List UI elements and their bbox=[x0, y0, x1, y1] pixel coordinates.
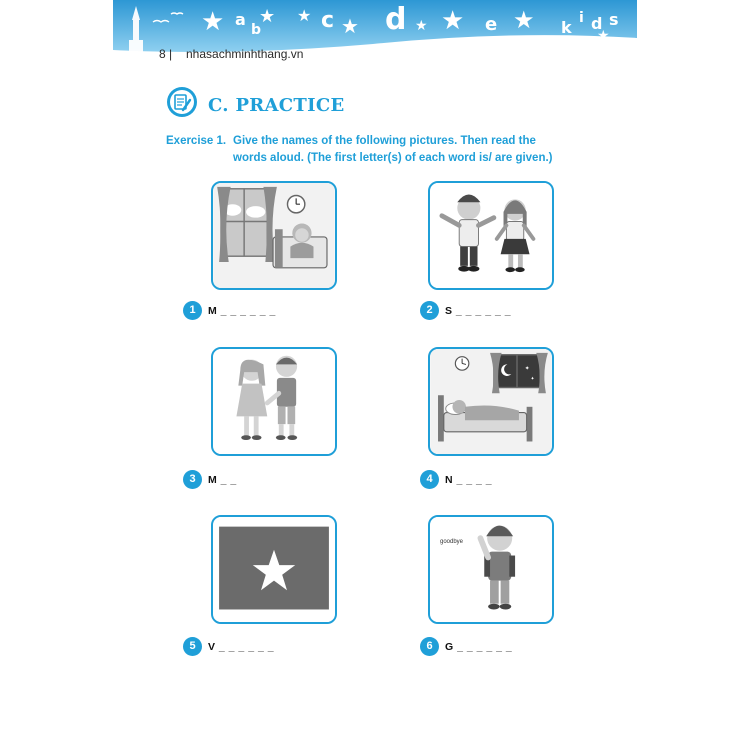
answer-blank[interactable]: M _ _ _ _ _ _ bbox=[208, 305, 276, 317]
decor-letter: k bbox=[561, 18, 572, 37]
notebook-pencil-icon bbox=[166, 86, 198, 118]
goodbye-picture bbox=[428, 515, 554, 624]
star-icon: ★ bbox=[201, 7, 225, 37]
answer-blank[interactable]: M _ _ bbox=[208, 474, 237, 486]
morning-picture bbox=[211, 181, 337, 290]
exercise-instruction: words aloud. (The first letter(s) of each word is/ are given.) bbox=[233, 152, 553, 164]
item-number: 1 bbox=[183, 301, 202, 320]
night-picture bbox=[428, 347, 554, 456]
star-icon: ★ bbox=[441, 6, 465, 36]
decor-letter: d bbox=[385, 2, 407, 37]
star-icon: ★ bbox=[297, 6, 312, 25]
star-icon: ★ bbox=[597, 28, 610, 44]
item-number: 5 bbox=[183, 637, 202, 656]
star-icon: ★ bbox=[513, 6, 535, 34]
item-number: 4 bbox=[420, 470, 439, 489]
vietnam-flag-picture bbox=[211, 515, 337, 624]
star-icon: ★ bbox=[341, 14, 359, 38]
answer-blank[interactable]: S _ _ _ _ _ _ bbox=[445, 305, 512, 317]
decor-letter: i bbox=[579, 10, 584, 26]
decor-letter: b bbox=[251, 22, 262, 38]
section-title: C. PRACTICE bbox=[208, 95, 345, 116]
exercise-instruction: Give the names of the following pictures. Then read the bbox=[233, 135, 536, 147]
star-icon: ★ bbox=[259, 6, 276, 27]
star-icon: ★ bbox=[415, 18, 428, 34]
decor-letter: d bbox=[591, 14, 603, 33]
students-picture bbox=[428, 181, 554, 290]
svg-text:✦: ✦ bbox=[530, 376, 535, 382]
exercise-label: Exercise 1. bbox=[166, 135, 227, 147]
decor-letter: c bbox=[321, 8, 335, 33]
item-number: 3 bbox=[183, 470, 202, 489]
answer-blank[interactable]: G _ _ _ _ _ _ bbox=[445, 641, 513, 653]
svg-text:✦: ✦ bbox=[524, 366, 530, 373]
item-number: 2 bbox=[420, 301, 439, 320]
decor-letter: e bbox=[485, 14, 498, 35]
website-link[interactable]: nhasachminhthang.vn bbox=[186, 47, 304, 61]
page-number: 8 | bbox=[159, 47, 173, 61]
meet-picture bbox=[211, 347, 337, 456]
speech-caption: goodbye bbox=[440, 539, 464, 545]
decor-letter: a bbox=[235, 10, 246, 29]
answer-blank[interactable]: V _ _ _ _ _ _ bbox=[208, 641, 275, 653]
item-number: 6 bbox=[420, 637, 439, 656]
decor-letter: s bbox=[609, 10, 619, 29]
answer-blank[interactable]: N _ _ _ _ bbox=[445, 474, 493, 486]
